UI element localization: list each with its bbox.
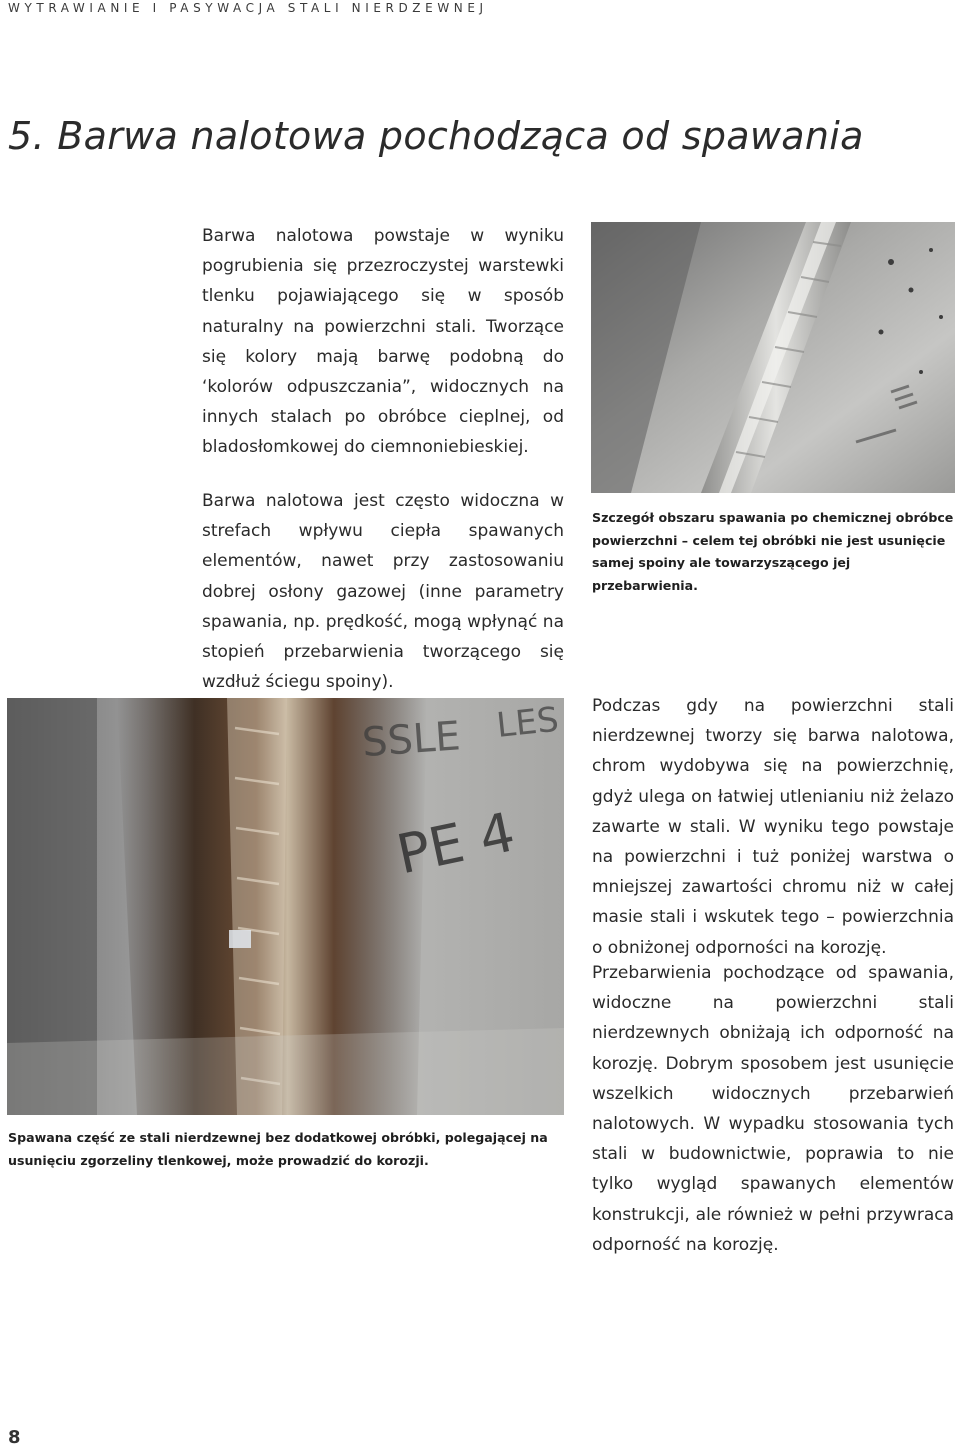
marking-pe4: PE 4 — [391, 800, 521, 887]
caption-bottom-left: Spawana część ze stali nierdzewnej bez dodatkowej obróbki, polegającej na usunięciu zgorzeliny tlenkowej, może prowadzić do korozji. — [8, 1130, 548, 1168]
body-paragraph-3: Podczas gdy na powierzchni stali nierdzewnej tworzy się barwa nalotowa, chrom wydobywa się na powierzchnię, gdyż ulega on łatwiej utlenianiu niż żelazo zawarte w stali. W wyniku tego powstaje na powierzchni i tuż poniżej warstwa o mniejszej zawartości chromu niż w całej masie stali i wskutek tego – powierzchnia o obniżonej odporności na korozję. — [592, 696, 954, 958]
photo-cleaned-weld — [591, 222, 955, 493]
marking-ssle: SSLE — [360, 713, 462, 767]
body-paragraph-2: Barwa nalotowa jest często widoczna w strefach wpływu ciepła spawanych elementów, nawet przy zastosowaniu dobrej osłony gazowej (inne parametry spawania, np. prędkość, mogą wpłynąć na stopień przebarwienia tworzącego się wzdłuż ściegu spoiny). — [202, 491, 564, 693]
running-head: WYTRAWIANIE I PASYWACJA STALI NIERDZEWNEJ — [8, 1, 488, 15]
page-title: 5. Barwa nalotowa pochodząca od spawania — [8, 114, 864, 158]
marking-les: LES — [494, 699, 561, 746]
photo-discolored-weld — [7, 698, 564, 1115]
caption-top-right: Szczegół obszaru spawania po chemicznej obróbce powierzchni – celem tej obróbki nie jest usunięcie samej spoiny ale towarzyszącego jej przebarwienia. — [592, 510, 954, 593]
body-paragraph-1: Barwa nalotowa powstaje w wyniku pogrubienia się przezroczystej warstewki tlenku pojawiającego się w sposób naturalny na powierzchni stali. Tworzące się kolory mają barwę podobną do ‘kolorów odpuszczania”, widocznych na innych stalach po obróbce cieplnej, od bladosłomkowej do ciemnoniebieskiej. — [202, 226, 564, 458]
page-number: 8 — [8, 1427, 21, 1448]
body-paragraph-4: Przebarwienia pochodzące od spawania, widoczne na powierzchni stali nierdzewnych obniżają ich odporność na korozję. Dobrym sposobem jest usunięcie wszelkich widocznych przebarwień nalotowych. W wypadku stosowania tych stali w budownictwie, poprawia to nie tylko wygląd spawanych elementów konstrukcji, ale również w pełni przywraca odporność na korozję. — [592, 963, 954, 1255]
